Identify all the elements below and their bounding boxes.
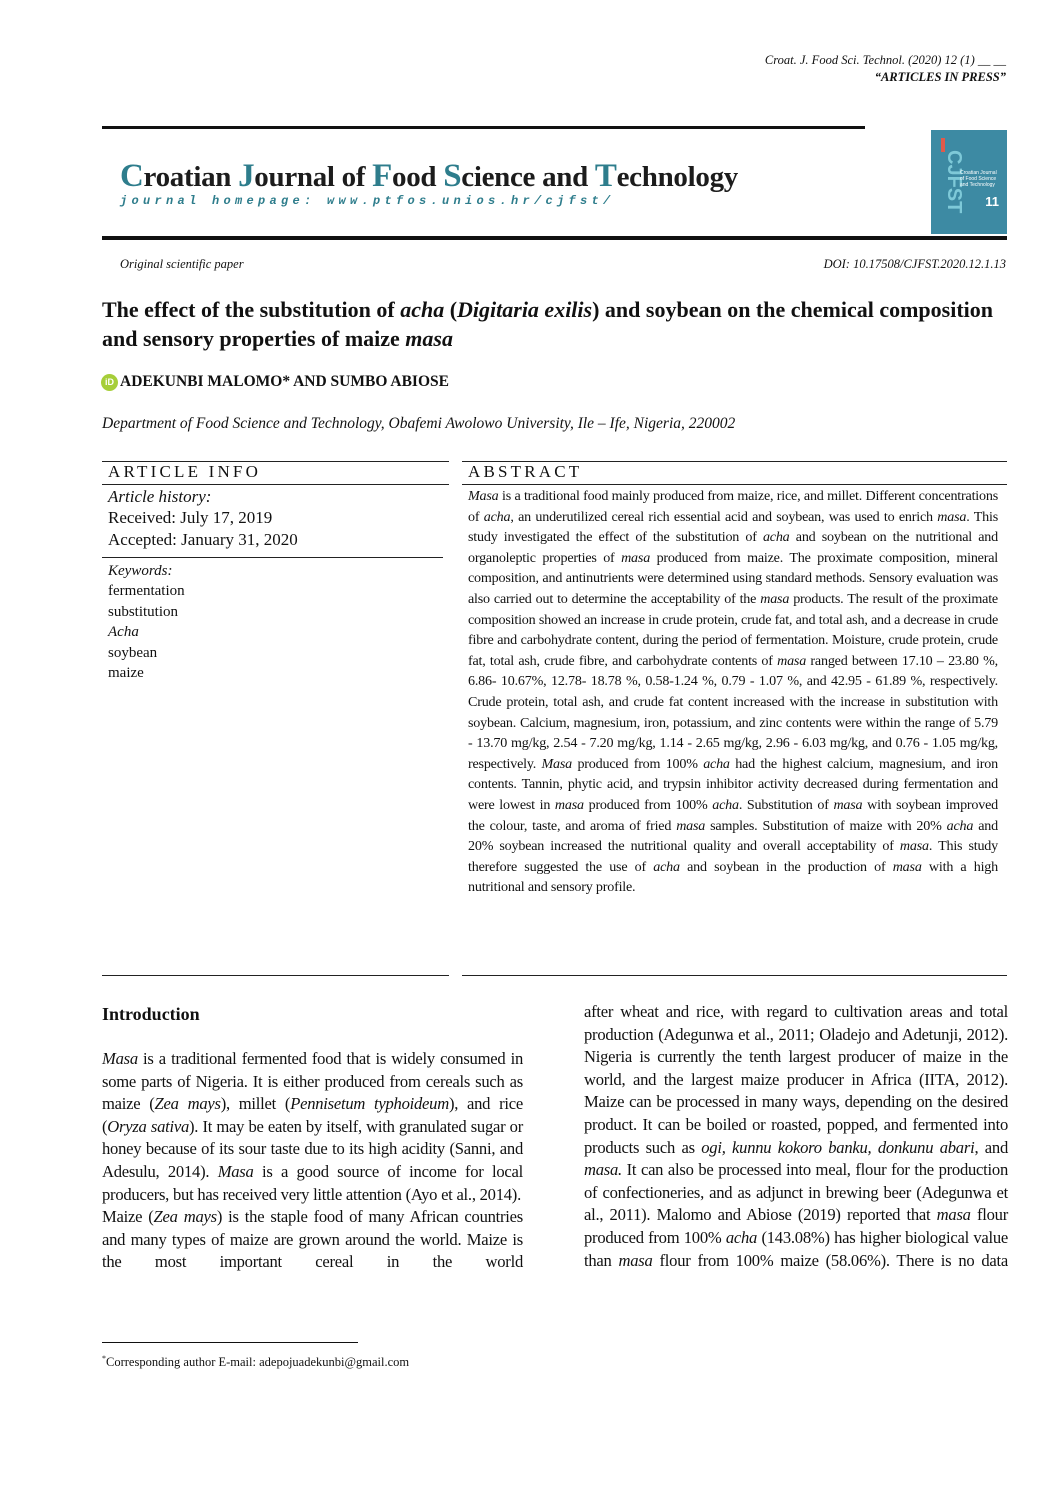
text-run: (143.08%) has higher biological value than (584, 1227, 1009, 1270)
keyword: soybean (108, 644, 158, 661)
text-run: The effect of the substitution of (102, 297, 401, 322)
header-rule-top (102, 126, 865, 129)
journal-name-initial: T (594, 158, 617, 194)
text-run: with soybean improved the colour, taste, and aroma of fried (468, 796, 999, 834)
italic-run: acha (762, 529, 790, 546)
text-run: and 20% soybean increased the nutritional quality and overall acceptability of (468, 817, 998, 855)
journal-name-word: roatian (143, 161, 239, 193)
text-run: ), and rice ( (102, 1094, 523, 1136)
authors: ADEKUNBI MALOMO* AND SUMBO ABIOSE (120, 373, 449, 390)
citation-line: Croat. J. Food Sci. Technol. (2020) 12 (1) __ __ (764, 53, 1006, 67)
italic-run: acha (725, 1227, 758, 1247)
abstract-text (468, 486, 998, 898)
text-run: is a traditional food mainly produced from maize, rice, and millet. Different concentrations of (468, 488, 998, 525)
text-run: samples. Substitution of maize with 20% (705, 817, 947, 834)
italic-run: masa (554, 796, 584, 813)
text-run: after wheat and rice, with regard to cultivation areas and total production (Adegunwa et al., 2011; Oladejo and Adetunji, 2012). Nigeria is currently the tenth largest producer of maize in the world, and the largest maize producer in Africa (IITA, 2012). Maize can be processed in many ways, depending on the desired product. It can be boiled or roasted, popped, and fermented into products such as (584, 1002, 1008, 1157)
italic-run: Zea mays (154, 1094, 221, 1114)
article-title (102, 295, 1012, 353)
journal-name-initial: C (120, 158, 144, 194)
journal-cover-thumbnail (931, 130, 1007, 234)
text-run: flour from 100% maize (58.06%). There is no data (652, 1250, 1008, 1270)
text-run: and soybean on the nutritional and organoleptic properties of (468, 529, 998, 566)
italic-run: masa (760, 590, 790, 607)
text-run: ( (444, 297, 458, 322)
journal-name-word: ood (392, 161, 444, 193)
italic-run: Pennisetum typhoideum (290, 1094, 449, 1114)
footnote-mark: * (102, 1354, 106, 1363)
italic-run: masa (936, 1205, 971, 1225)
journal-name-word: cience and (461, 161, 595, 193)
cover-logo: CJFST (943, 150, 965, 214)
body-column-left (102, 1048, 523, 1274)
introduction-heading: Introduction (102, 1004, 200, 1024)
keyword: substitution (108, 603, 179, 620)
intro-paragraph (102, 1048, 523, 1206)
journal-name-word: echnology (616, 161, 738, 193)
italic-run: masa (405, 326, 453, 351)
affiliation: Department of Food Science and Technology, Obafemi Awolowo University, Ile – Ife, Nigeria, 220002 (102, 415, 736, 432)
text-run: It can also be processed into meal, flour for the production of confectioneries, and as adjunct in brewing beer (Adegunwa et al., 2011). Malomo and Abiose (2019) reported that (584, 1160, 1008, 1225)
italic-run: acha (946, 817, 974, 834)
text-run: ranged between 17.10 – 23.80 %, 6.86- 10.67%, 12.78- 18.78 %, 0.58-1.24 %, 0.79 - 1.07 %, and 42.95 - 61.89 %, respectively. Crude protein, total ash, and crude fat content increased with the increase in substitution with soybean. Calcium, magnesium, iron, potassium, and zinc contents were within the range of 5.79 - 13.70 mg/kg, 2.54 - 7.20 mg/kg, 1.14 - 2.65 mg/kg, 2.96 - 6.03 mg/kg, and 0.76 - 1.05 mg/kg, respectively. (468, 652, 998, 772)
journal-name-word: ournal of (254, 161, 373, 193)
text-run: . This study investigated the effect of the substitution of (468, 508, 998, 546)
history-label: Article history: (108, 487, 212, 506)
intro-paragraph (584, 1001, 1008, 1272)
italic-run: acha (703, 755, 730, 772)
keyword: fermentation (108, 583, 185, 599)
footnote (102, 1354, 409, 1370)
italic-run: Masa (468, 488, 499, 504)
text-run: and soybean in the production of (679, 858, 893, 875)
abstract-rule-bottom (462, 975, 1007, 976)
italic-run: acha (712, 796, 739, 813)
keyword: maize (108, 665, 144, 681)
text-run: . Substitution of (738, 796, 834, 813)
cover-issue-number: 11 (985, 194, 999, 209)
italic-run: Digitaria exilis (457, 297, 593, 322)
abstract-paragraph (468, 486, 998, 898)
keywords-list (108, 581, 448, 684)
italic-run: Oryza sativa (107, 1116, 190, 1136)
text-run: ) and soybean on the chemical composition and sensory properties of maize (102, 297, 994, 351)
article-info (108, 486, 448, 684)
italic-run: Masa (102, 1049, 138, 1068)
text-run: , and (974, 1137, 1008, 1157)
text-run: produced from 100% (572, 755, 704, 772)
italic-run: masa (676, 817, 706, 834)
text-run: products. The result of the proximate composition showed an increase in crude protein, crude fat, and total ash, and a decrease in crude fibre and carbohydrate content, during the period of fermentation. Moisture, crude protein, crude fat, total ash, crude fibre, and carbohydrate contents of (468, 590, 998, 669)
text-run: is a good source of income for local producers, but has received very little attention (Ayo et al., 2014). (102, 1161, 523, 1204)
italic-run: Masa (217, 1161, 254, 1181)
paper-type: Original scientific paper (120, 257, 244, 271)
text-run: produced from 100% (583, 796, 713, 813)
journal-citation (765, 52, 1006, 86)
keywords-label: Keywords: (108, 563, 173, 579)
journal-name-initial: J (238, 158, 255, 194)
accepted-date: Accepted: January 31, 2020 (108, 530, 298, 549)
italic-run: masa (892, 858, 922, 875)
italic-run: Masa (541, 755, 573, 772)
cover-title: Croatian Journal of Food Science and Technology (960, 170, 997, 188)
abstract-heading: ABSTRACT (468, 462, 583, 481)
press-status: “ARTICLES IN PRESS” (874, 70, 1006, 84)
footnote-text: Corresponding author E-mail: adepojuadekunbi@gmail.com (106, 1355, 410, 1370)
article-info-heading: ARTICLE INFO (108, 462, 262, 481)
text-run: is a traditional fermented food that is widely consumed in some parts of Nigeria. It is either produced from cereals such as maize ( (102, 1049, 523, 1114)
italic-run: masa (618, 1250, 653, 1270)
doi[interactable]: DOI: 10.17508/CJFST.2020.12.1.13 (823, 257, 1006, 271)
italic-run: acha (400, 297, 445, 322)
text-run: had the highest calcium, magnesium, and iron contents. Tannin, phytic acid, and trypsin inhibitor activity decreased during fermentation and were lowest in (468, 755, 998, 813)
article-info-rule-bottom (102, 975, 449, 976)
text-run: produced from maize. The proximate composition, mineral composition, and antinutrients were determined using standard methods. Sensory evaluation was also carried out to determine the acceptability of the (468, 549, 999, 607)
journal-name-initial: F (372, 158, 392, 194)
received-date: Received: July 17, 2019 (108, 508, 273, 527)
journal-name-initial: S (443, 158, 462, 194)
keyword: Acha (108, 624, 139, 640)
header-rule-bottom (102, 236, 1007, 240)
italic-run: masa (899, 838, 929, 855)
journal-homepage-link[interactable]: journal homepage: www.ptfos.unios.hr/cjfst/ (120, 194, 615, 208)
text-run: ), millet ( (220, 1094, 291, 1114)
intro-paragraph (102, 1206, 523, 1274)
text-run: , an underutilized cereal rich essential acid and soybean, was used to enrich (510, 508, 938, 525)
italic-run: masa (777, 652, 807, 669)
italic-run: Zea mays (153, 1207, 217, 1227)
italic-run: masa. (584, 1160, 622, 1180)
journal-name (120, 158, 738, 195)
orcid-icon[interactable]: iD (101, 374, 118, 391)
text-run: . This study therefore suggested the use of (468, 838, 998, 875)
text-run: flour produced from 100% (584, 1205, 1008, 1247)
italic-run: masa (833, 796, 863, 813)
keywords-rule (102, 557, 443, 558)
italic-run: masa (937, 508, 967, 525)
article-info-rule-mid (102, 484, 449, 485)
italic-run: acha (483, 508, 511, 525)
text-run: ) is the staple food of many African countries and many types of maize are grown around the world. Maize is the most important cereal in the world (102, 1207, 523, 1272)
italic-run: ogi, kunnu kokoro banku, donkunu abari (701, 1137, 975, 1157)
text-run: with a high nutritional and sensory profile. (468, 858, 998, 896)
text-run: ). It may be eaten by itself, with granulated sugar or honey because of its sour taste due to its high acidity (Sanni, and Adesulu, 2014). (102, 1116, 523, 1181)
footnote-rule (102, 1342, 358, 1343)
body-column-right (584, 1001, 1008, 1272)
italic-run: masa (621, 549, 651, 566)
abstract-rule-mid (462, 484, 1007, 485)
text-run: Maize ( (102, 1207, 154, 1227)
italic-run: acha (653, 858, 680, 875)
